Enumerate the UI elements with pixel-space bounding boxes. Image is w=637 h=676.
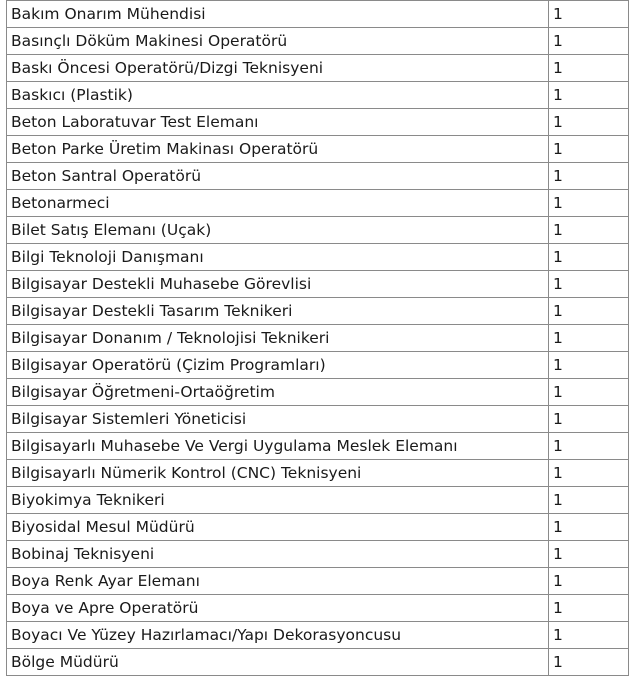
count-cell: 1 — [549, 190, 629, 217]
table-row — [7, 190, 629, 217]
table-row — [7, 28, 629, 55]
table-row — [7, 514, 629, 541]
occupation-cell: Bilgisayar Destekli Muhasebe Görevlisi — [7, 271, 549, 298]
job-openings-table — [6, 0, 629, 676]
occupation-cell: Boya Renk Ayar Elemanı — [7, 568, 549, 595]
table-body — [7, 1, 629, 676]
count-cell: 1 — [549, 217, 629, 244]
occupation-cell: Bilgi Teknoloji Danışmanı — [7, 244, 549, 271]
count-cell: 1 — [549, 244, 629, 271]
table-row — [7, 379, 629, 406]
table-row — [7, 649, 629, 676]
occupation-cell: Bilgisayar Operatörü (Çizim Programları) — [7, 352, 549, 379]
table-row — [7, 244, 629, 271]
occupation-cell: Biyosidal Mesul Müdürü — [7, 514, 549, 541]
count-cell: 1 — [549, 136, 629, 163]
table-row — [7, 406, 629, 433]
count-cell: 1 — [549, 352, 629, 379]
count-cell: 1 — [549, 325, 629, 352]
occupation-cell: Basınçlı Döküm Makinesi Operatörü — [7, 28, 549, 55]
count-cell: 1 — [549, 379, 629, 406]
count-cell: 1 — [549, 109, 629, 136]
occupation-cell: Biyokimya Teknikeri — [7, 487, 549, 514]
occupation-cell: Bobinaj Teknisyeni — [7, 541, 549, 568]
count-cell: 1 — [549, 541, 629, 568]
count-cell: 1 — [549, 82, 629, 109]
count-cell: 1 — [549, 163, 629, 190]
table-row — [7, 595, 629, 622]
count-cell: 1 — [549, 271, 629, 298]
table-row — [7, 82, 629, 109]
occupation-cell: Bakım Onarım Mühendisi — [7, 1, 549, 28]
table-row — [7, 352, 629, 379]
table-row — [7, 109, 629, 136]
occupation-cell: Beton Laboratuvar Test Elemanı — [7, 109, 549, 136]
table-row — [7, 541, 629, 568]
count-cell: 1 — [549, 568, 629, 595]
table-row — [7, 271, 629, 298]
count-cell: 1 — [549, 514, 629, 541]
occupation-cell: Baskıcı (Plastik) — [7, 82, 549, 109]
count-cell: 1 — [549, 433, 629, 460]
occupation-cell: Boya ve Apre Operatörü — [7, 595, 549, 622]
count-cell: 1 — [549, 406, 629, 433]
table-row — [7, 217, 629, 244]
table-row — [7, 568, 629, 595]
occupation-cell: Betonarmeci — [7, 190, 549, 217]
occupation-cell: Beton Santral Operatörü — [7, 163, 549, 190]
occupation-cell: Baskı Öncesi Operatörü/Dizgi Teknisyeni — [7, 55, 549, 82]
count-cell: 1 — [549, 622, 629, 649]
occupation-cell: Bilgisayarlı Nümerik Kontrol (CNC) Teknisyeni — [7, 460, 549, 487]
count-cell: 1 — [549, 649, 629, 676]
occupation-cell: Bilgisayar Sistemleri Yöneticisi — [7, 406, 549, 433]
count-cell: 1 — [549, 28, 629, 55]
table-row — [7, 1, 629, 28]
table-row — [7, 325, 629, 352]
occupation-cell: Beton Parke Üretim Makinası Operatörü — [7, 136, 549, 163]
count-cell: 1 — [549, 298, 629, 325]
table-row — [7, 622, 629, 649]
table-row — [7, 460, 629, 487]
count-cell: 1 — [549, 1, 629, 28]
occupation-cell: Bilet Satış Elemanı (Uçak) — [7, 217, 549, 244]
table-row — [7, 163, 629, 190]
table-row — [7, 55, 629, 82]
table-row — [7, 487, 629, 514]
occupation-cell: Boyacı Ve Yüzey Hazırlamacı/Yapı Dekorasyoncusu — [7, 622, 549, 649]
table-row — [7, 298, 629, 325]
occupation-cell: Bölge Müdürü — [7, 649, 549, 676]
count-cell: 1 — [549, 55, 629, 82]
occupation-cell: Bilgisayar Donanım / Teknolojisi Teknikeri — [7, 325, 549, 352]
count-cell: 1 — [549, 460, 629, 487]
occupation-cell: Bilgisayar Öğretmeni-Ortaöğretim — [7, 379, 549, 406]
count-cell: 1 — [549, 595, 629, 622]
table-row — [7, 433, 629, 460]
table-row — [7, 136, 629, 163]
occupation-cell: Bilgisayarlı Muhasebe Ve Vergi Uygulama Meslek Elemanı — [7, 433, 549, 460]
occupation-cell: Bilgisayar Destekli Tasarım Teknikeri — [7, 298, 549, 325]
count-cell: 1 — [549, 487, 629, 514]
